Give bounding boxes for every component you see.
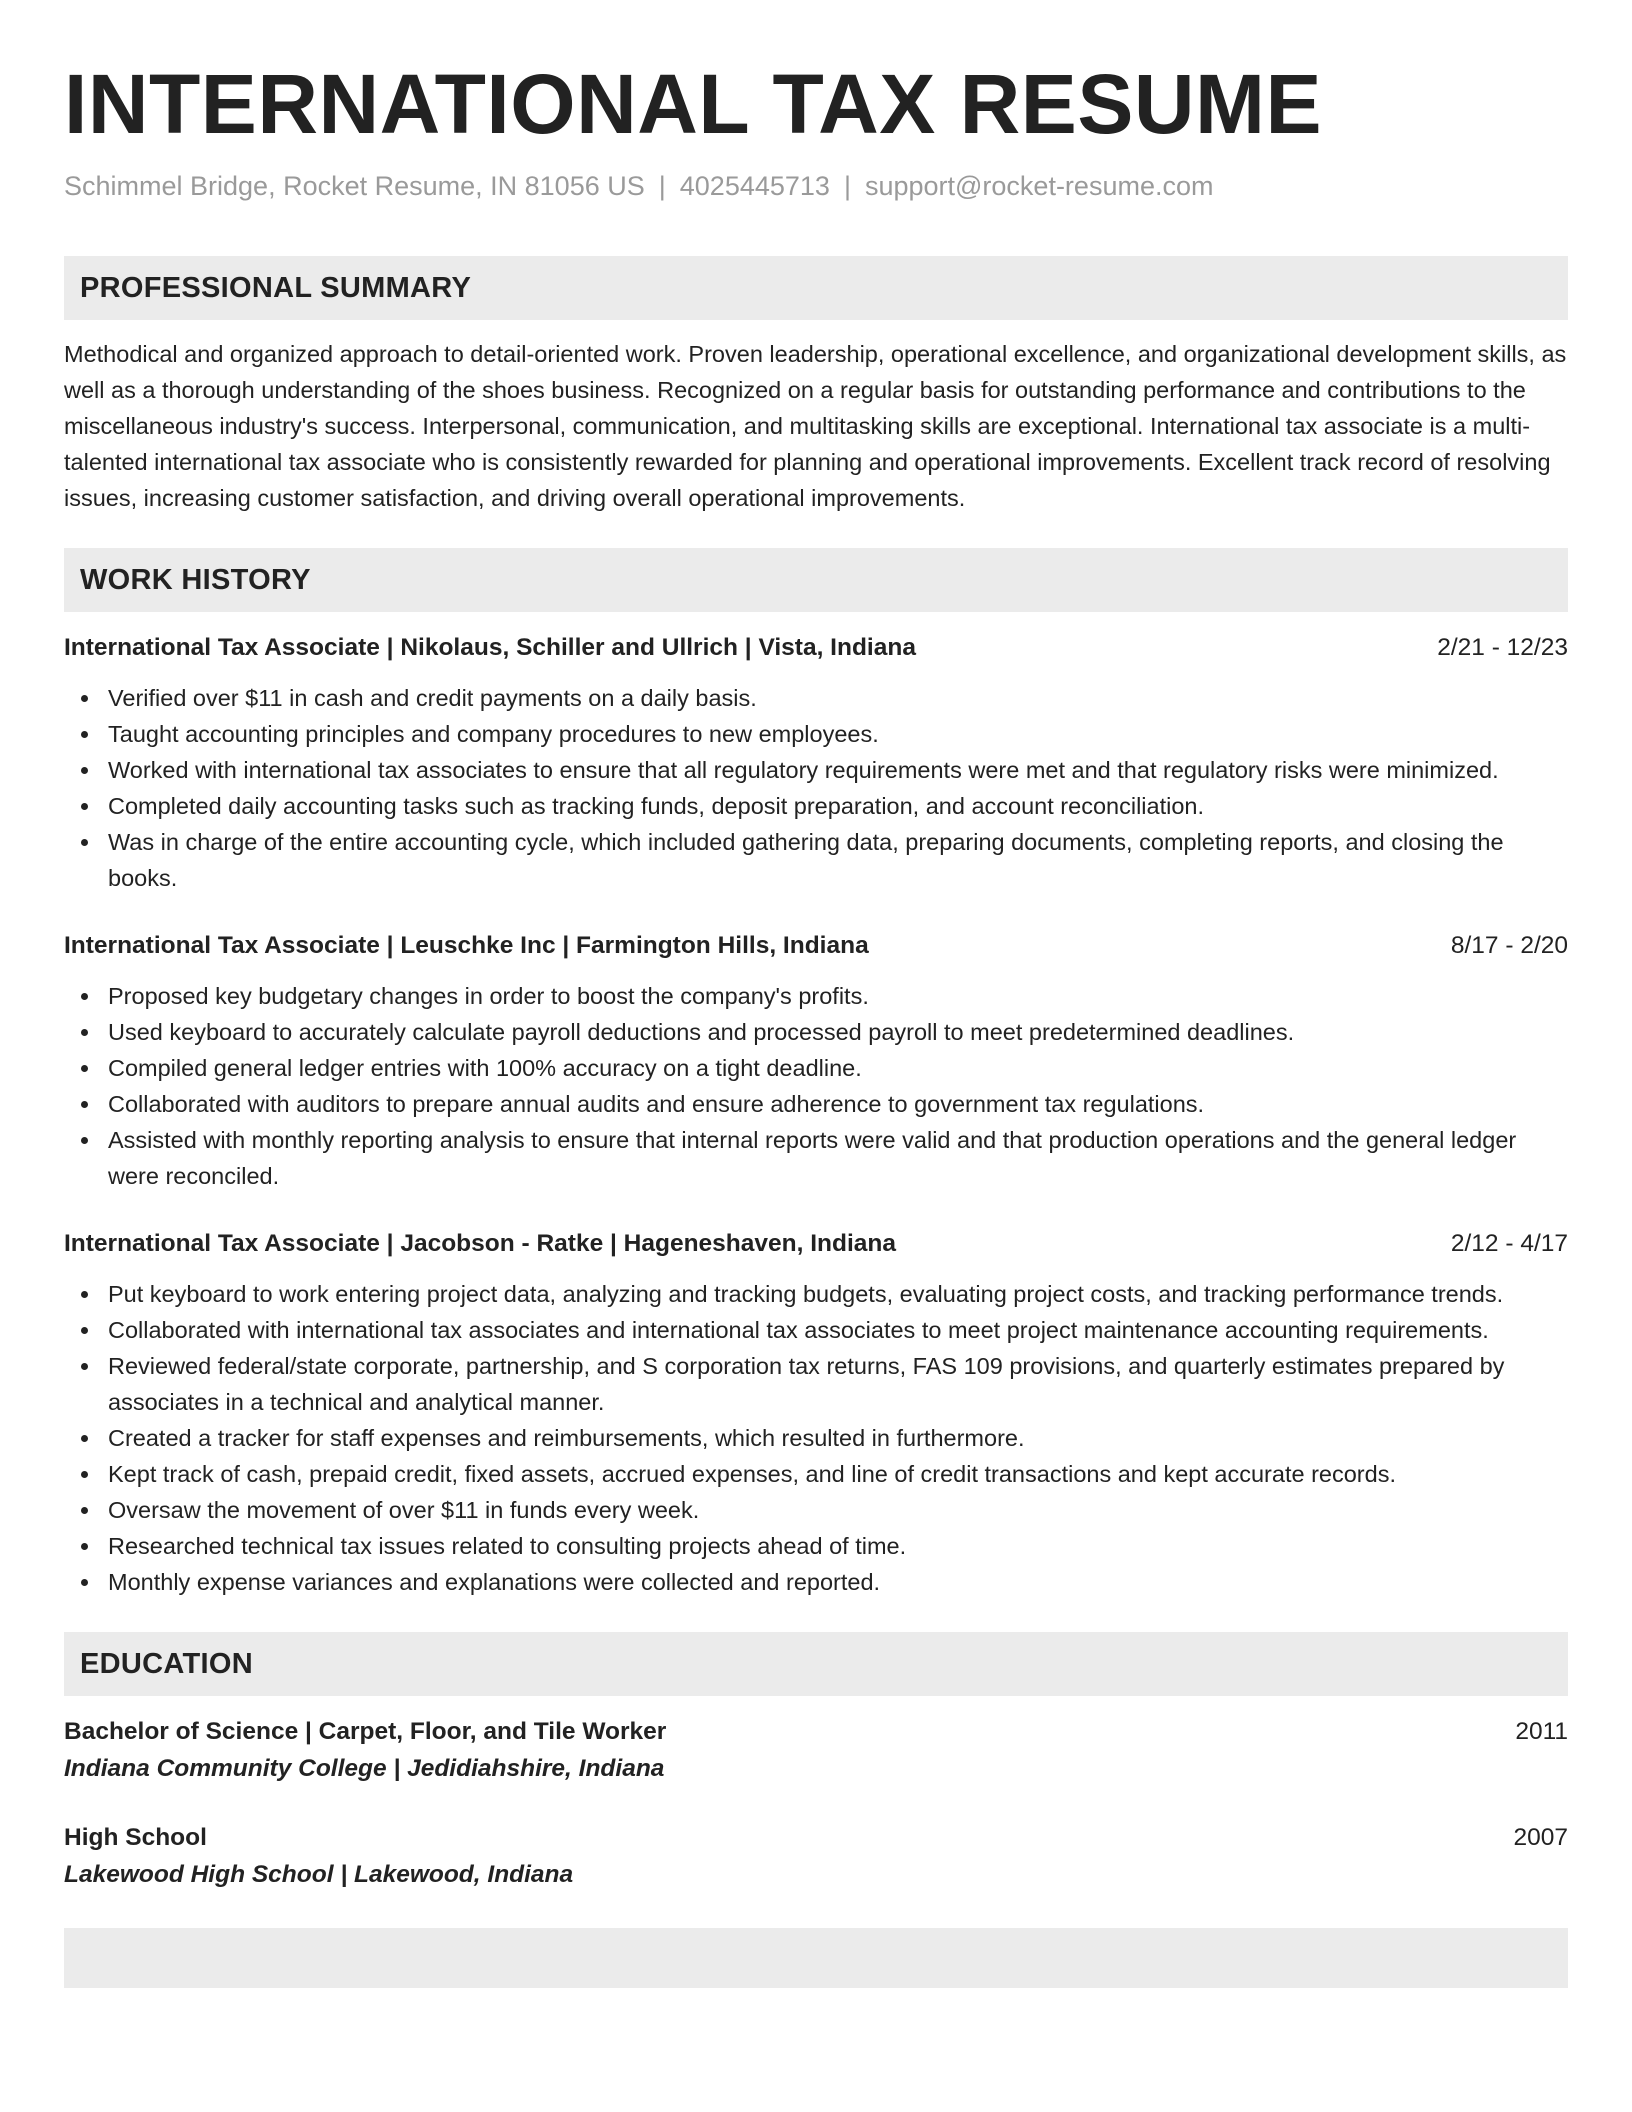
contact-address: Schimmel Bridge, Rocket Resume, IN 81056 US [64,171,645,201]
education-year: 2007 [1513,1824,1568,1851]
section-header-summary: PROFESSIONAL SUMMARY [64,256,1568,320]
section-header-work-history: WORK HISTORY [64,548,1568,612]
job-bullet: Reviewed federal/state corporate, partnership, and S corporation tax returns, FAS 109 provisions, and quarterly estimates prepared by associates in a technical and analytical manner. [64,1348,1568,1420]
resume-title: INTERNATIONAL TAX RESUME [64,57,1323,151]
job-entry [64,630,1568,896]
job-entry [64,1226,1568,1600]
education-header [64,1714,1568,1750]
summary-text: Methodical and organized approach to detail-oriented work. Proven leadership, operational excellence, and organizational development skills, as well as a thorough understanding of the shoes business. Recognized on a regular basis for outstanding performance and contributions to the miscellaneous industry's success. Interpersonal, communication, and multitasking skills are exceptional. International tax associate is a multi-talented international tax associate who is consistently rewarded for planning and operational improvements. Excellent track record of resolving issues, increasing customer satisfaction, and driving overall operational improvements. [64,341,1567,511]
contact-line [64,168,1568,204]
section-header-education: EDUCATION [64,1632,1568,1696]
job-header [64,928,1568,964]
job-bullets [64,1276,1568,1600]
education-degree: High School [64,1824,207,1851]
job-bullet: Taught accounting principles and company procedures to new employees. [64,716,1568,752]
job-bullet: Completed daily accounting tasks such as tracking funds, deposit preparation, and account reconciliation. [64,788,1568,824]
education-entry [64,1820,1568,1894]
job-bullet: Used keyboard to accurately calculate payroll deductions and processed payroll to meet predetermined deadlines. [64,1014,1568,1050]
education-school: Indiana Community College | Jedidiahshire, Indiana [64,1755,665,1782]
education-header [64,1820,1568,1856]
education-school: Lakewood High School | Lakewood, Indiana [64,1861,574,1888]
job-bullet: Researched technical tax issues related to consulting projects ahead of time. [64,1528,1568,1564]
job-header [64,630,1568,666]
job-title: International Tax Associate | Leuschke Inc | Farmington Hills, Indiana [64,932,869,959]
job-bullet: Kept track of cash, prepaid credit, fixed assets, accrued expenses, and line of credit transactions and kept accurate records. [64,1456,1568,1492]
job-bullet: Verified over $11 in cash and credit payments on a daily basis. [64,680,1568,716]
job-bullet: Put keyboard to work entering project data, analyzing and tracking budgets, evaluating project costs, and tracking performance trends. [64,1276,1568,1312]
job-bullets [64,978,1568,1194]
job-entry [64,928,1568,1194]
job-title: International Tax Associate | Nikolaus, Schiller and Ullrich | Vista, Indiana [64,634,916,661]
job-bullets [64,680,1568,896]
job-bullet: Created a tracker for staff expenses and reimbursements, which resulted in furthermore. [64,1420,1568,1456]
job-header [64,1226,1568,1262]
job-title: International Tax Associate | Jacobson - Ratke | Hageneshaven, Indiana [64,1230,896,1257]
job-bullet: Compiled general ledger entries with 100% accuracy on a tight deadline. [64,1050,1568,1086]
job-bullet: Proposed key budgetary changes in order to boost the company's profits. [64,978,1568,1014]
job-bullet: Worked with international tax associates to ensure that all regulatory requirements were met and that regulatory risks were minimized. [64,752,1568,788]
contact-separator: | [658,171,666,201]
job-bullet: Was in charge of the entire accounting cycle, which included gathering data, preparing documents, completing reports, and closing the books. [64,824,1568,896]
next-section-header-bar [64,1928,1568,1988]
job-bullet: Oversaw the movement of over $11 in funds every week. [64,1492,1568,1528]
contact-email: support@rocket-resume.com [864,171,1214,201]
contact-phone: 4025445713 [679,171,830,201]
job-bullet: Collaborated with auditors to prepare annual audits and ensure adherence to government tax regulations. [64,1086,1568,1122]
job-bullet: Assisted with monthly reporting analysis to ensure that internal reports were valid and that production operations and the general ledger were reconciled. [64,1122,1568,1194]
education-degree: Bachelor of Science | Carpet, Floor, and Tile Worker [64,1718,667,1745]
contact-separator: | [843,171,851,201]
education-year: 2011 [1515,1718,1568,1745]
job-dates: 8/17 - 2/20 [1450,932,1568,959]
education-entry [64,1714,1568,1788]
job-bullet: Monthly expense variances and explanations were collected and reported. [64,1564,1568,1600]
job-dates: 2/12 - 4/17 [1450,1230,1568,1257]
job-dates: 2/21 - 12/23 [1437,634,1568,661]
job-bullet: Collaborated with international tax associates and international tax associates to meet project maintenance accounting requirements. [64,1312,1568,1348]
